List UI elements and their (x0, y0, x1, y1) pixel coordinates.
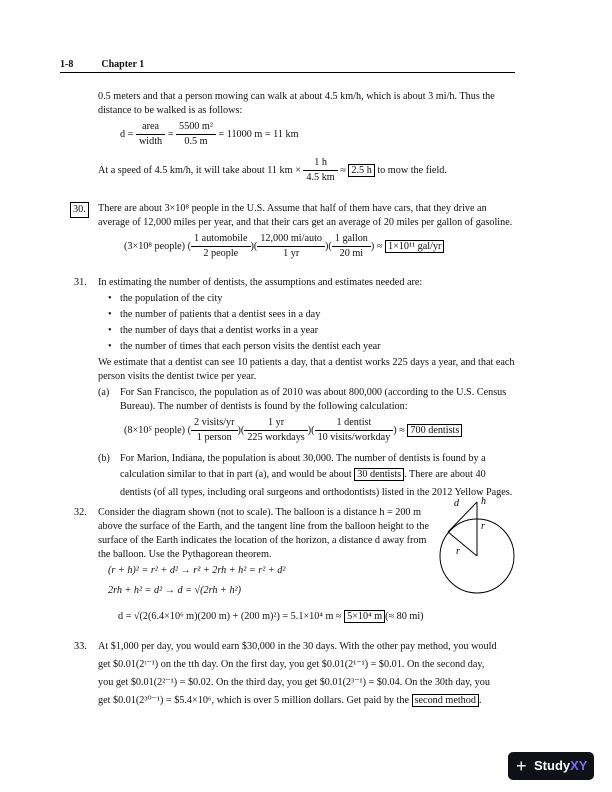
p31-a-frac-3 (315, 416, 394, 445)
p30-answer-box: 1×10¹¹ gal/yr (385, 240, 444, 253)
p33-l4-pre: get $0.01(2³⁰⁻¹) = $5.4×10⁶, which is over 5 million dollars. Get paid by the (98, 695, 410, 706)
p30-line-2: average of 12,000 miles per year, and that their cars get an average of 20 miles per gallon of gasoline. (98, 217, 513, 228)
p32-answer-box: 5×10⁴ m (344, 610, 385, 623)
p31-bullet-4: • the number of times that each person visits the dentist each year (120, 340, 381, 354)
p33-line-4 (98, 694, 482, 708)
eq-num: 5500 m² (176, 120, 216, 135)
p31-a-approx: ≈ (399, 424, 405, 436)
p33-l4-post: . (478, 695, 482, 706)
p30-f2d: 1 yr (283, 248, 300, 259)
logo-xy: XY (570, 758, 588, 773)
distance-equation: d = $\frac{\text{area}}{\text{width}}$ = $\frac{\text{5500 m²}}{0.5 m}$ = 11000 m = 11 km (120, 121, 299, 147)
p32-equation-2: 2rh + h² = d² → d = √(2rh + h²) (108, 585, 242, 596)
studyxy-logo (508, 752, 594, 780)
p33-line-3: you get $0.01(2²⁻¹) = $0.02. On the third day, you get $0.01(2³⁻¹) = $0.04. On the 30th day, you (98, 677, 490, 688)
plus-icon: + (516, 756, 527, 776)
p31-a-f0: (8×10⁵ people) (124, 424, 186, 436)
p31-b-line-3: dentists (of all types, including oral surgeons and orthodontists) listed in the 2012 Yellow Pages. (120, 487, 513, 498)
problem-31-number: 31. (74, 277, 87, 288)
radius-tangent (448, 532, 477, 556)
p30-f1d: 2 people (203, 248, 239, 259)
intro-line-2: distance to be walked is as follows: (98, 105, 243, 116)
page-number: 1-8 (60, 59, 74, 70)
label-h: h (481, 496, 486, 507)
p31-bullet-2: • the number of patients that a dentist sees in a day (120, 308, 320, 322)
p30-equation: (3×10⁸ people) ( $\frac{\text{1 automobile}}{\text{2 people}}$ )( $\frac{\text{12,000 mi/auto}}{1 yr}$ )( $\frac{\text{1 gallon}}{20 mi}$ ) ≈ 1×10¹¹ gal/yr (124, 232, 444, 261)
intro-line-1: 0.5 meters and that a person mowing can walk at about 4.5 km/h, which is about 3 mi/h. Thus the (98, 91, 495, 102)
p31-a-label: (a) (98, 387, 110, 398)
frac-speed (303, 156, 337, 185)
p31-a-f3d: 10 visits/workday (317, 432, 391, 443)
p31-b-label: (b) (98, 453, 110, 464)
p32-line-2: above the surface of the Earth, and the tangent line from the balloon height to the (98, 521, 429, 532)
width: width (138, 136, 163, 147)
chapter-title: Chapter 1 (101, 59, 145, 70)
p31-a-line-2: Bureau). The number of dentists is found by the following calculation: (120, 401, 408, 412)
p32-eq3-post: (≈ 80 mi) (385, 611, 424, 622)
area: area (136, 120, 165, 135)
p31-b-line-1: For Marion, Indiana, the population is about 30,000. The number of dentists is found by a (120, 453, 486, 464)
speed-pre: At a speed of 4.5 km/h, it will take about 11 km × (98, 164, 301, 176)
p30-f3d: 20 mi (339, 248, 364, 259)
p31-a-frac-1 (191, 416, 237, 445)
p30-f0: (3×10⁸ people) (124, 240, 186, 252)
problem-30-number: 30. (70, 202, 89, 218)
p32-line-4: the balloon. Use the Pythagorean theorem. (98, 549, 272, 560)
p31-b2-post: . There are about 40 (404, 469, 486, 480)
frac-area-width (136, 120, 165, 149)
label-r-vertical: r (481, 521, 485, 532)
p33-line-2: get $0.01(2ᵗ⁻¹) on the tth day. On the first day, you get $0.01(2¹⁻¹) = $0.01. On the second day, (98, 659, 485, 670)
p32-eq3-pre: d = √(2(6.4×10⁶ m)(200 m) + (200 m)²) = 5.1×10⁴ m ≈ (118, 611, 342, 622)
problem-33-number: 33. (74, 641, 87, 652)
p30-approx: ≈ (376, 240, 383, 252)
p32-equation-3 (118, 610, 424, 624)
p31-intro: In estimating the number of dentists, the assumptions and estimates needed are: (98, 277, 423, 288)
speed-den: 4.5 km (306, 172, 335, 183)
speed-line (98, 156, 447, 185)
p30-frac-1 (191, 232, 250, 261)
p30-f1n: 1 automobile (191, 232, 250, 247)
speed-post: to mow the field. (377, 164, 447, 176)
p31-bullet-1: • the population of the city (120, 292, 222, 306)
p31-a-answer-box: 700 dentists (407, 424, 462, 437)
p31-a-equation: (8×10⁵ people) ( $\frac{\text{2 visits/yr}}{\text{1 person}}$ )( $\frac{1 yr}{\text{225 workdays}}$ )( $\frac{\text{1 dentist}}{\text{10 visits/workday}}$ ) ≈ 700 dentists (124, 416, 462, 445)
tangent-line (448, 502, 477, 532)
label-r-tangent: r (456, 546, 460, 557)
speed-answer-box: 2.5 h (348, 164, 374, 177)
p33-answer-box: second method (412, 694, 479, 707)
eq-d: d = (120, 128, 134, 140)
p30-frac-3 (332, 232, 371, 261)
header-rule (60, 72, 515, 73)
label-d: d (454, 498, 459, 509)
p32-line-1: Consider the diagram shown (not to scale). The balloon is a distance h = 200 m (98, 507, 422, 518)
p31-a-frac-2 (244, 416, 307, 445)
logo-study: Study (534, 758, 571, 773)
page-header (60, 58, 144, 72)
p31-b2-pre: calculation similar to that in part (a), and would be about (120, 469, 352, 480)
p31-a-line-1: For San Francisco, the population as of 2010 was about 800,000 (according to the U.S. Census (120, 387, 507, 398)
p31-bullet-3: • the number of days that a dentist works in a year (120, 324, 318, 338)
p30-line-1: There are about 3×10⁸ people in the U.S. Assume that half of them have cars, that they drive an (98, 203, 487, 214)
p31-b-answer-box: 30 dentists (354, 468, 404, 481)
p31-a-f1d: 1 person (196, 432, 232, 443)
speed-approx: ≈ (340, 164, 346, 176)
eq-result: = 11000 m = 11 km (218, 128, 299, 140)
frac-values (176, 120, 216, 149)
p31-a-f1n: 2 visits/yr (191, 416, 237, 431)
problem-32-number: 32. (74, 507, 87, 518)
p30-f3n: 1 gallon (332, 232, 371, 247)
logo-text (534, 752, 587, 780)
p31-b-line-2 (120, 468, 486, 482)
p32-line-3: surface of the Earth indicates the location of the horizon, a distance d away from (98, 535, 427, 546)
speed-num: 1 h (303, 156, 337, 171)
balloon-earth-diagram (430, 494, 520, 594)
p31-estimate-1: We estimate that a dentist can see 10 patients a day, that a dentist works 225 days a year, and that each (98, 357, 515, 368)
p31-a-f2n: 1 yr (244, 416, 307, 431)
p31-estimate-2: person visits the dentist twice per year. (98, 371, 257, 382)
p33-line-1: At $1,000 per day, you would earn $30,000 in the 30 days. With the other pay method, you would (98, 641, 497, 652)
p30-f2n: 12,000 mi/auto (257, 232, 325, 247)
p31-a-f2d: 225 workdays (247, 432, 305, 443)
p32-equation-1: (r + h)² = r² + d² → r² + 2rh + h² = r² + d² (108, 565, 286, 576)
eq-den: 0.5 m (184, 136, 208, 147)
p30-frac-2 (257, 232, 325, 261)
p31-a-f3n: 1 dentist (315, 416, 394, 431)
